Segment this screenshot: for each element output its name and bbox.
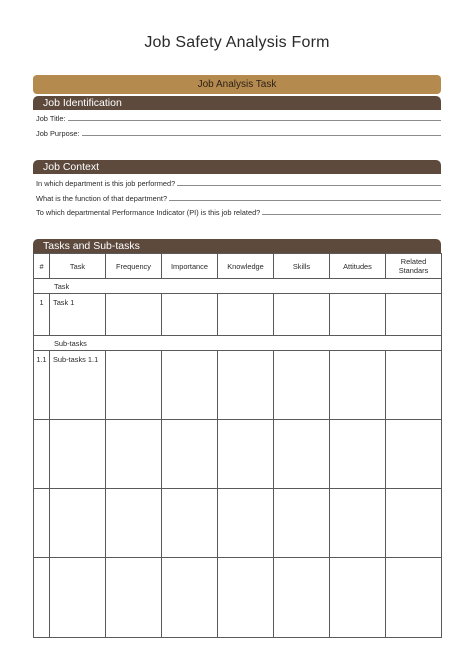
task-section-row: [34, 279, 442, 294]
subtask-name: Sub-tasks 1.1: [50, 351, 106, 420]
department-line[interactable]: [177, 184, 441, 186]
tasks-table: [33, 253, 442, 638]
task-name: Task 1: [50, 294, 106, 336]
table-cell[interactable]: [274, 489, 330, 558]
table-header-row: [34, 254, 442, 279]
table-cell[interactable]: [34, 558, 50, 638]
job-identification-header: Job Identification: [33, 96, 441, 110]
job-analysis-task-banner: Job Analysis Task: [33, 75, 441, 94]
table-cell[interactable]: [218, 489, 274, 558]
task-section-label: Task: [34, 279, 442, 294]
table-cell[interactable]: [386, 558, 442, 638]
table-row: [34, 351, 442, 420]
department-function-field[interactable]: [36, 191, 441, 203]
table-cell[interactable]: [34, 489, 50, 558]
table-cell[interactable]: [274, 351, 330, 420]
table-cell[interactable]: [386, 420, 442, 489]
table-cell[interactable]: [330, 558, 386, 638]
column-header: Frequency: [106, 254, 162, 279]
table-row: [34, 558, 442, 638]
table-cell[interactable]: [162, 489, 218, 558]
table-cell[interactable]: [218, 351, 274, 420]
table-cell[interactable]: [218, 558, 274, 638]
table-cell[interactable]: [274, 294, 330, 336]
department-field[interactable]: [36, 176, 441, 188]
column-header: Skills: [274, 254, 330, 279]
subtask-number: 1.1: [34, 351, 50, 420]
column-header: Importance: [162, 254, 218, 279]
job-context-header: Job Context: [33, 160, 441, 174]
department-label: In which department is this job performed?: [36, 179, 176, 188]
job-title-line[interactable]: [68, 119, 441, 121]
job-purpose-label: Job Purpose:: [36, 129, 80, 138]
table-cell[interactable]: [162, 351, 218, 420]
table-cell[interactable]: [162, 558, 218, 638]
table-cell[interactable]: [274, 420, 330, 489]
performance-indicator-label: To which departmental Performance Indicator (PI) is this job related?: [36, 208, 261, 217]
table-cell[interactable]: [386, 294, 442, 336]
table-cell[interactable]: [34, 420, 50, 489]
subtask-section-label: Sub-tasks: [34, 336, 442, 351]
performance-indicator-line[interactable]: [262, 213, 441, 215]
table-cell[interactable]: [162, 420, 218, 489]
table-cell[interactable]: [330, 420, 386, 489]
job-purpose-field[interactable]: [36, 126, 441, 138]
column-header: Knowledge: [218, 254, 274, 279]
table-cell[interactable]: [218, 294, 274, 336]
tasks-header: Tasks and Sub-tasks: [33, 239, 441, 253]
column-header: Task: [50, 254, 106, 279]
performance-indicator-field[interactable]: [36, 205, 441, 217]
table-cell[interactable]: [106, 489, 162, 558]
table-cell[interactable]: [162, 294, 218, 336]
form-title: Job Safety Analysis Form: [144, 34, 330, 51]
department-function-line[interactable]: [169, 199, 441, 201]
task-number: 1: [34, 294, 50, 336]
table-cell[interactable]: [50, 489, 106, 558]
column-header: Related Standars: [386, 254, 442, 279]
table-cell[interactable]: [274, 558, 330, 638]
table-cell[interactable]: [330, 351, 386, 420]
table-cell[interactable]: [330, 489, 386, 558]
job-purpose-line[interactable]: [82, 134, 441, 136]
table-cell[interactable]: [106, 420, 162, 489]
table-row: [34, 420, 442, 489]
table-cell[interactable]: [106, 294, 162, 336]
job-title-field[interactable]: [36, 111, 441, 123]
table-cell[interactable]: [386, 351, 442, 420]
table-cell[interactable]: [50, 420, 106, 489]
table-cell[interactable]: [218, 420, 274, 489]
table-cell[interactable]: [50, 558, 106, 638]
column-header: #: [34, 254, 50, 279]
table-row: [34, 489, 442, 558]
table-cell[interactable]: [330, 294, 386, 336]
column-header: Attitudes: [330, 254, 386, 279]
table-cell[interactable]: [386, 489, 442, 558]
subtask-section-row: [34, 336, 442, 351]
job-title-label: Job Title:: [36, 114, 66, 123]
department-function-label: What is the function of that department?: [36, 194, 168, 203]
table-cell[interactable]: [106, 351, 162, 420]
table-row: [34, 294, 442, 336]
table-cell[interactable]: [106, 558, 162, 638]
